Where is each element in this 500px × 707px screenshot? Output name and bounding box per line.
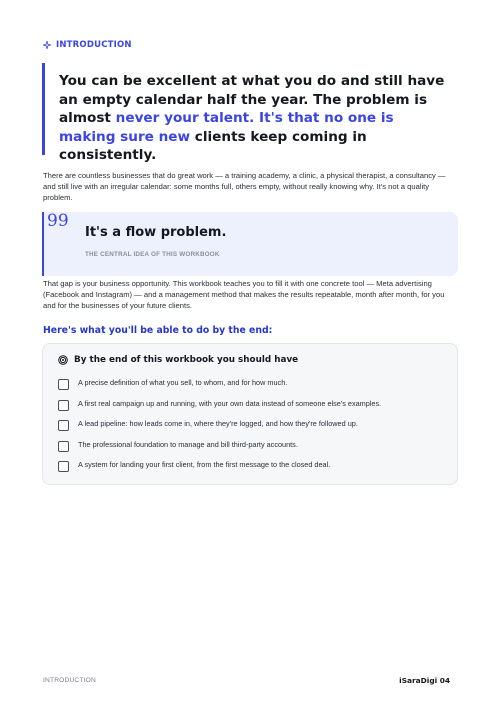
footer-page-number: iSaraDigi 04	[399, 676, 450, 685]
section-tag	[43, 40, 132, 50]
checkbox[interactable]	[58, 461, 69, 472]
hero-text	[59, 72, 452, 165]
intro-paragraph: There are countless businesses that do great work — a training academy, a clinic, a physical therapist, a consultancy — and still live with an irregular calendar: some months full, others empty, without really knowing why. It's not a quality problem.	[43, 171, 446, 203]
checklist-item[interactable]	[58, 378, 287, 390]
callout-subtitle: THE CENTRAL IDEA OF THIS WORKBOOK	[85, 251, 220, 258]
checklist-item[interactable]	[58, 419, 358, 431]
outcomes-heading: Here's what you'll be able to do by the end:	[43, 325, 273, 336]
checklist-item[interactable]	[58, 399, 381, 411]
checklist-card	[42, 343, 458, 485]
checkbox[interactable]	[58, 379, 69, 390]
quote-icon: 99	[47, 211, 69, 231]
hero-text-part1: You can be excellent at what you do and still have an empty calendar half the year. The problem is almost	[59, 73, 445, 126]
opportunity-paragraph: That gap is your business opportunity. This workbook teaches you to fill it with one concrete tool — Meta advertising (Facebook and Instagram) — and a management method that makes the results repeatable, month after month, for you and for the businesses of your future clients.	[43, 279, 445, 311]
hero-text-part2: clients keep coming in consistently.	[59, 128, 367, 163]
hero-quote	[42, 63, 452, 163]
checklist-item-label: A first real campaign up and running, with your own data instead of someone else's examples.	[78, 399, 382, 408]
checklist-header	[58, 355, 298, 365]
checklist-heading: By the end of this workbook you should have	[74, 355, 299, 365]
checkbox[interactable]	[58, 441, 69, 452]
checklist-item-label: A system for landing your first client, from the first message to the closed deal.	[78, 460, 331, 469]
checklist-item[interactable]	[58, 440, 298, 452]
checklist-item[interactable]	[58, 460, 330, 472]
checklist-item-label: A precise definition of what you sell, to whom, and for how much.	[78, 378, 288, 387]
callout-box	[42, 212, 458, 276]
hero-text-highlight: never your talent. It's that no one is making sure new	[59, 110, 394, 145]
target-icon	[58, 355, 68, 365]
sparkle-icon	[43, 41, 51, 49]
checklist-item-label: A lead pipeline: how leads come in, where they're logged, and how they're followed up.	[78, 419, 358, 428]
footer-section: INTRODUCTION	[43, 677, 96, 684]
section-tag-label: INTRODUCTION	[56, 40, 132, 50]
checklist-item-label: The professional foundation to manage and bill third-party accounts.	[78, 440, 298, 449]
callout-title: It's a flow problem.	[85, 225, 227, 240]
checkbox[interactable]	[58, 420, 69, 431]
checkbox[interactable]	[58, 400, 69, 411]
